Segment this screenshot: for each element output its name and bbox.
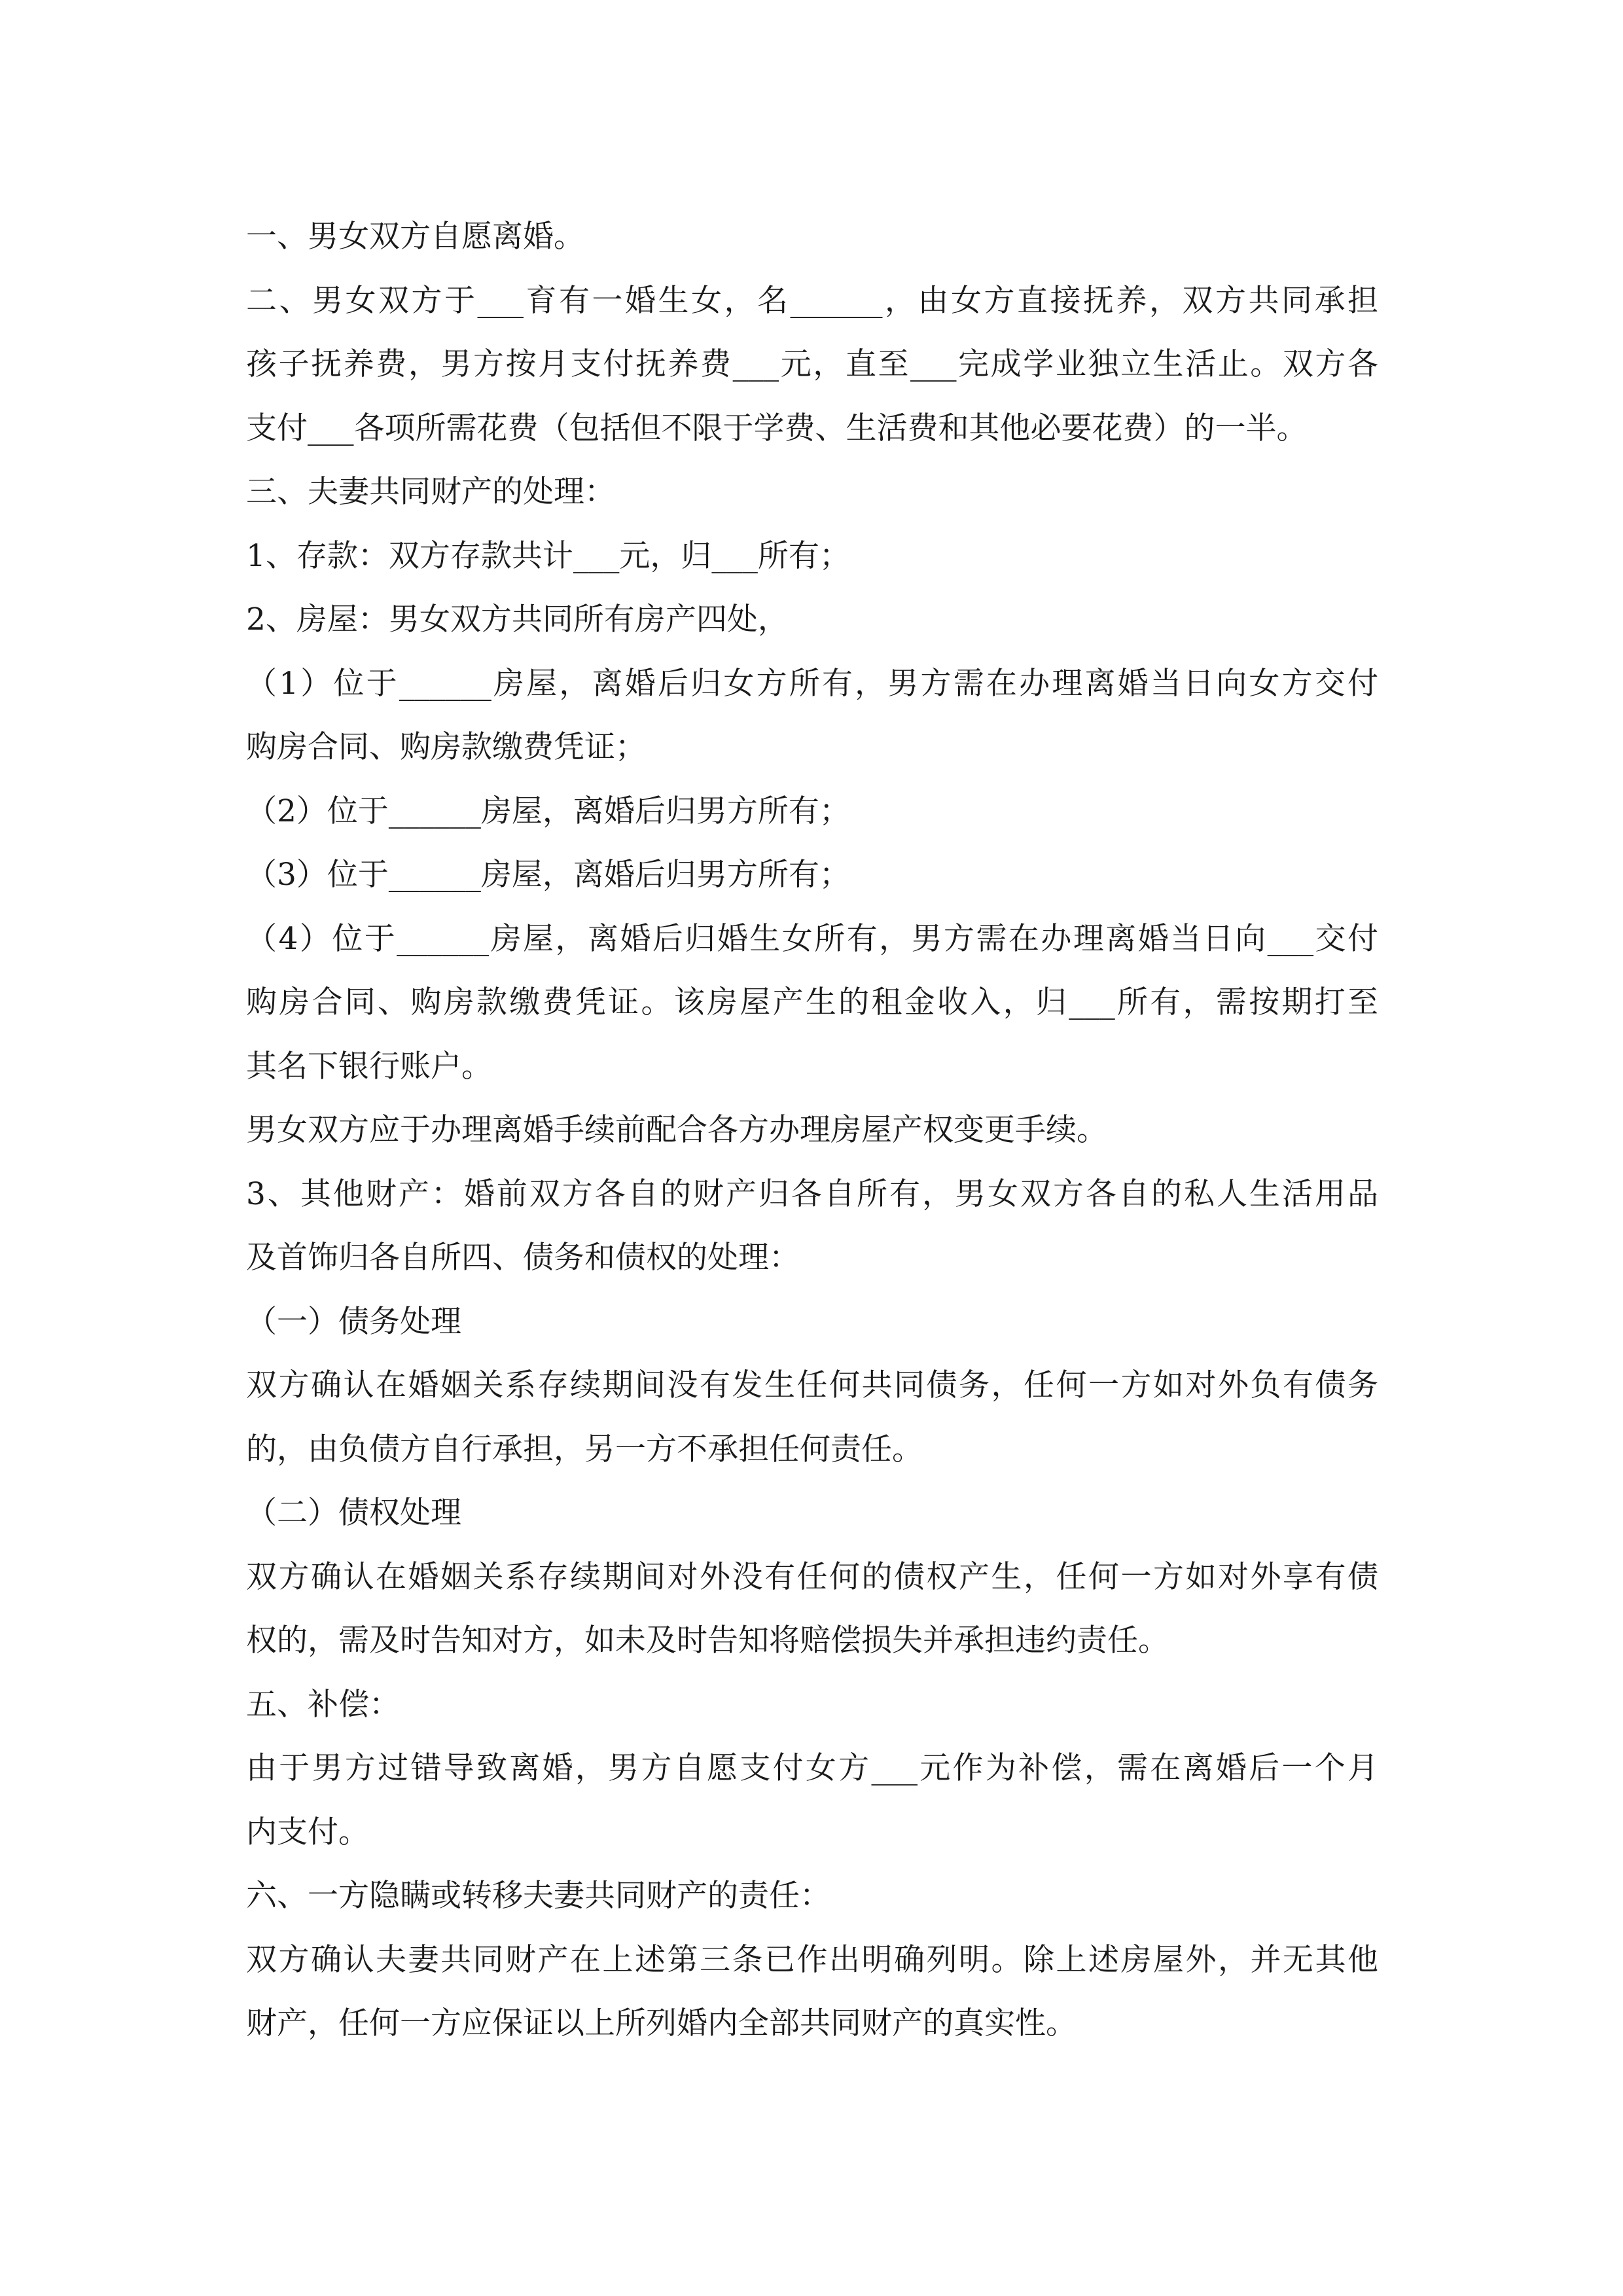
debt-heading: （一）债务处理 [246,1303,461,1340]
property-3-line: （3）位于______房屋，离婚后归男方所有； [246,857,850,893]
property-1-line-2: 购房合同、购房款缴费凭证； [246,729,646,765]
concealment-line-1: 双方确认夫妻共同财产在上述第三条已作出明确列明。除上述房屋外，并无其他 [246,1941,1378,1978]
compensation-heading: 五、补偿： [246,1686,400,1723]
claim-heading: （二）债权处理 [246,1495,461,1531]
property-heading: 2、房屋：男女双方共同所有房产四处， [246,601,789,637]
debt-line-2: 的，由负债方自行承担，另一方不承担任何责任。 [246,1431,923,1467]
property-1-line-1: （1）位于______房屋，离婚后归女方所有，男方需在办理离婚当日向女方交付 [246,665,1378,702]
compensation-line-2: 内支付。 [246,1814,369,1850]
clause-2-line-1: 二、男女双方于___育有一婚生女，名______，由女方直接抚养，双方共同承担 [246,282,1378,319]
debt-line-1: 双方确认在婚姻关系存续期间没有发生任何共同债务，任何一方如对外负有债务 [246,1367,1378,1403]
property-4-line-3: 其名下银行账户。 [246,1048,492,1085]
compensation-line-1: 由于男方过错导致离婚，男方自愿支付女方___元作为补偿，需在离婚后一个月 [246,1750,1378,1786]
deposit-line: 1、存款：双方存款共计___元，归___所有； [246,537,850,574]
claim-line-2: 权的，需及时告知对方，如未及时告知将赔偿损失并承担违约责任。 [246,1623,1169,1659]
other-property-line-2: 及首饰归各自所四、债务和债权的处理： [246,1240,800,1276]
concealment-line-2: 财产，任何一方应保证以上所列婚内全部共同财产的真实性。 [246,2005,1077,2041]
other-property-line-1: 3、其他财产：婚前双方各自的财产归各自所有，男女双方各自的私人生活用品 [246,1175,1378,1212]
document-body [246,205,1378,2056]
clause-1-line: 一、男女双方自愿离婚。 [246,219,584,255]
claim-line-1: 双方确认在婚姻关系存续期间对外没有任何的债权产生，任何一方如对外享有债 [246,1558,1378,1595]
property-2-line: （2）位于______房屋，离婚后归男方所有； [246,793,850,829]
property-4-line-2: 购房合同、购房款缴费凭证。该房屋产生的租金收入，归___所有，需按期打至 [246,984,1378,1020]
property-transfer-line: 男女双方应于办理离婚手续前配合各方办理房屋产权变更手续。 [246,1112,1107,1148]
concealment-heading: 六、一方隐瞒或转移夫妻共同财产的责任： [246,1878,830,1914]
clause-2-line-3: 支付___各项所需花费（包括但不限于学费、生活费和其他必要花费）的一半。 [246,410,1308,446]
property-4-line-1: （4）位于______房屋，离婚后归婚生女所有，男方需在办理离婚当日向___交付 [246,920,1378,957]
clause-3-heading: 三、夫妻共同财产的处理： [246,474,615,510]
clause-2-line-2: 孩子抚养费，男方按月支付抚养费___元，直至___完成学业独立生活止。双方各 [246,346,1378,382]
